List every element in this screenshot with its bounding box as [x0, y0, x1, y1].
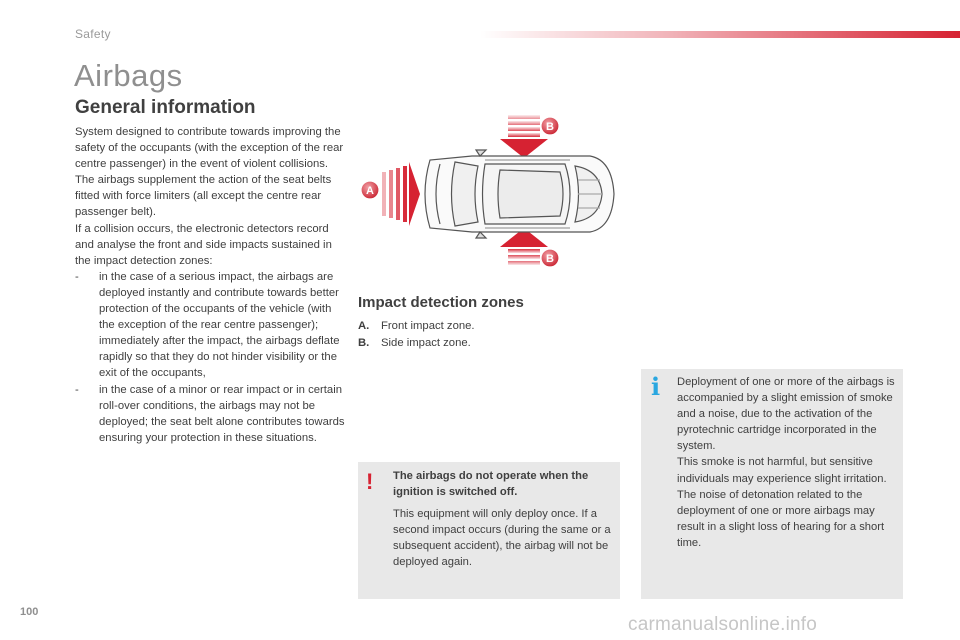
zone-legend-b [358, 335, 475, 352]
zone-badge-a [361, 181, 379, 199]
warning-title: The airbags do not operate when the ignition is switched off. [393, 470, 589, 498]
zone-badge-b-top-label: B [546, 121, 554, 133]
impact-zones-heading: Impact detection zones [358, 294, 524, 311]
watermark: carmanualsonline.info [628, 614, 818, 635]
warning-box [358, 462, 620, 599]
zone-legend-a [358, 318, 475, 335]
impact-cases-list [75, 269, 347, 446]
car-top-view [425, 150, 614, 238]
list-item [75, 382, 347, 446]
warning-text: This equipment will only deploy once. If a second impact occurs (during the same or a subsequent accident), the airbag will not be deployed again. [393, 508, 611, 568]
dash-marker: - [75, 383, 79, 396]
side-impact-arrow-top [500, 115, 548, 158]
info-text [677, 374, 899, 551]
info-paragraph: Deployment of one or more of the airbags is accompanied by a slight emission of smoke and a noise, due to the activation of the pyrotechnic cartridge incorporated in the system. [677, 376, 895, 453]
page-subtitle: General information [75, 97, 256, 118]
list-item-text: in the case of a minor or rear impact or in certain roll-over conditions, the airbags may not be deployed; the seat belt alone contributes towards ensuring your protection in these situations. [99, 383, 345, 444]
list-item [75, 269, 347, 382]
impact-zones-diagram [360, 110, 620, 270]
list-item-text: in the case of a serious impact, the airbags are deployed instantly and contribute towards better protection of the occupants of the vehicle (with the exception of the rear centre passenger); immediately after the impact, the airbags deflate rapidly so that they do not hinder visibility or the exit of the occupants, [99, 270, 340, 380]
page-number: 100 [20, 606, 39, 618]
paragraph: If a collision occurs, the electronic detectors record and analyse the front and side impacts sustained in the impact detection zones: [75, 222, 332, 267]
section-label: Safety [75, 27, 111, 41]
zone-badge-b-top [541, 117, 559, 135]
info-box [641, 369, 903, 599]
impact-zones-legend [358, 318, 475, 351]
zone-description: Side impact zone. [381, 336, 471, 349]
info-paragraph: This smoke is not harmful, but sensitive individuals may experience slight irritation. [677, 456, 887, 485]
warning-icon: ! [366, 469, 374, 494]
info-icon: i [651, 372, 661, 401]
zone-badge-b-bottom [541, 249, 559, 267]
zone-key: A. [358, 320, 370, 332]
zone-key: B. [358, 336, 370, 349]
page-title: Airbags [74, 58, 183, 93]
zone-badge-a-label: A [366, 185, 374, 197]
general-information-text [75, 124, 347, 446]
front-impact-arrow [382, 162, 420, 226]
zone-description: Front impact zone. [381, 320, 475, 332]
header-accent-bar [480, 31, 960, 38]
paragraph: System designed to contribute towards improving the safety of the occupants (with the exception of the rear centre passenger) in the event of violent collisions. The airbags supplement the action of the seat belts fitted with force limiters (all except the centre rear passenger belt). [75, 126, 344, 219]
info-paragraph: The noise of detonation related to the deployment of one or more airbags may result in a slight loss of hearing for a short time. [677, 488, 885, 549]
zone-badge-b-bottom-label: B [546, 253, 554, 265]
dash-marker: - [75, 270, 79, 283]
